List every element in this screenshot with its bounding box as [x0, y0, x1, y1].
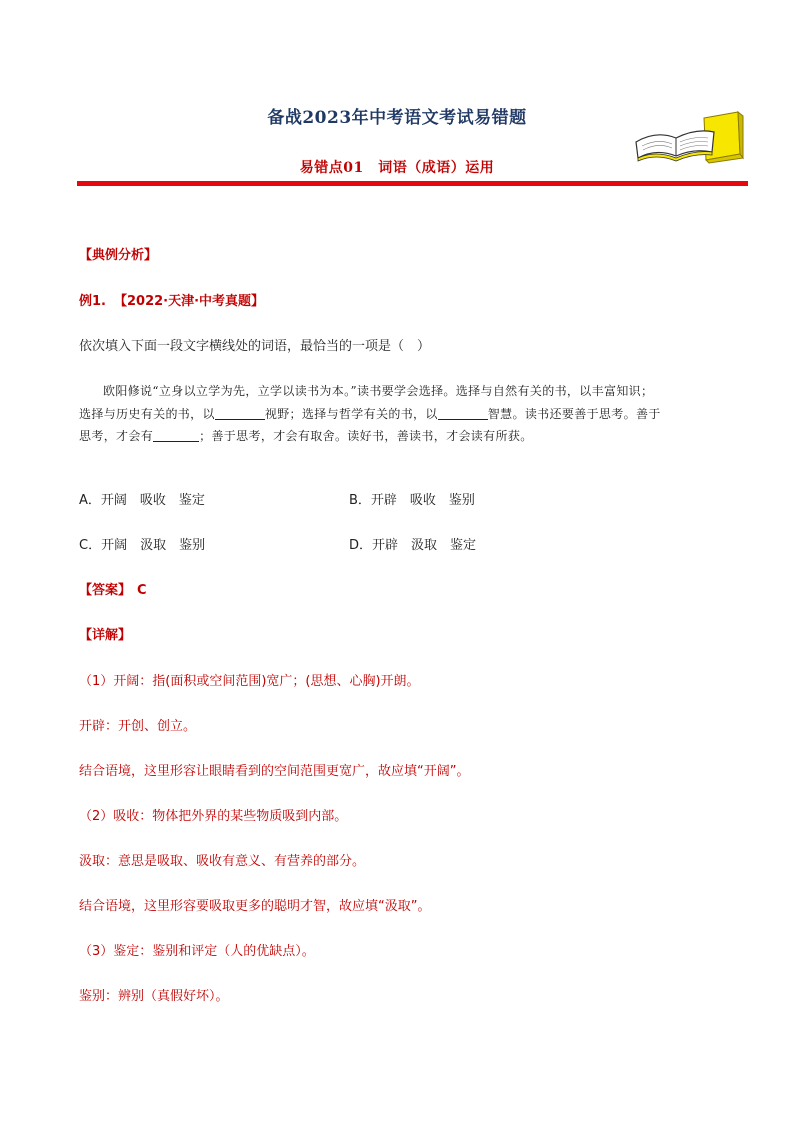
document-subtitle: 易错点01 词语（成语）运用 [299, 160, 495, 176]
detail-line: 结合语境，这里形容让眼睛看到的空间范围更宽广，故应填“开阔”。 [79, 764, 470, 779]
answer-line [79, 581, 147, 601]
detail-line: 开辟：开创、创立。 [79, 719, 197, 734]
option-c: C．开阔 汲取 鉴别 [79, 538, 206, 553]
blank-3 [153, 428, 199, 442]
section-label: 【典例分析】 [79, 248, 158, 263]
option-a: A．开阔 吸收 鉴定 [79, 493, 205, 508]
answer-value: C [137, 583, 147, 598]
detail-line: （2）吸收：物体把外界的某些物质吸到内部。 [79, 809, 348, 824]
passage-segment: 欧阳修说“立身以立学为先，立学以读书为本。”读书要学会选择。选择与自然有关的书，以丰富知识； [103, 384, 654, 398]
example-source: 【2022·天津·中考真题】 [113, 294, 265, 309]
blank-2 [438, 406, 488, 420]
option-b: B．开辟 吸收 鉴别 [349, 493, 475, 508]
document-title: 备战2023年中考语文考试易错题 [267, 108, 527, 128]
option-d: D．开辟 汲取 鉴定 [349, 538, 477, 553]
example-heading [79, 292, 264, 312]
answer-label: 【答案】 [79, 583, 132, 598]
passage-segment: ；善于思考，才会有取舍。读好书，善读书，才会读有所获。 [199, 429, 533, 444]
question-text: 依次填入下面一段文字横线处的词语，最恰当的一项是（ ） [79, 339, 431, 354]
passage-segment: 思考，才会有 [79, 429, 154, 444]
detail-line: （3）鉴定：鉴别和评定（人的优缺点）。 [79, 944, 315, 959]
reading-passage [79, 380, 727, 448]
open-book-icon [632, 108, 744, 164]
detail-line: （1）开阔：指(面积或空间范围)宽广；(思想、心胸)开朗。 [79, 674, 420, 689]
example-number: 例1. [79, 294, 106, 309]
detail-line: 鉴别：辨别（真假好坏）。 [79, 989, 229, 1004]
header-divider [77, 181, 748, 186]
detail-line: 结合语境，这里形容要吸取更多的聪明才智，故应填“汲取”。 [79, 899, 431, 914]
passage-segment: 视野；选择与哲学有关的书，以 [264, 406, 438, 421]
passage-segment: 选择与历史有关的书，以 [79, 406, 215, 421]
passage-segment: 智慧。读书还要善于思考。善于 [487, 406, 661, 421]
blank-1 [215, 406, 265, 420]
detail-line: 汲取：意思是吸取、吸收有意义、有营养的部分。 [79, 854, 366, 869]
detail-label: 【详解】 [79, 628, 132, 643]
